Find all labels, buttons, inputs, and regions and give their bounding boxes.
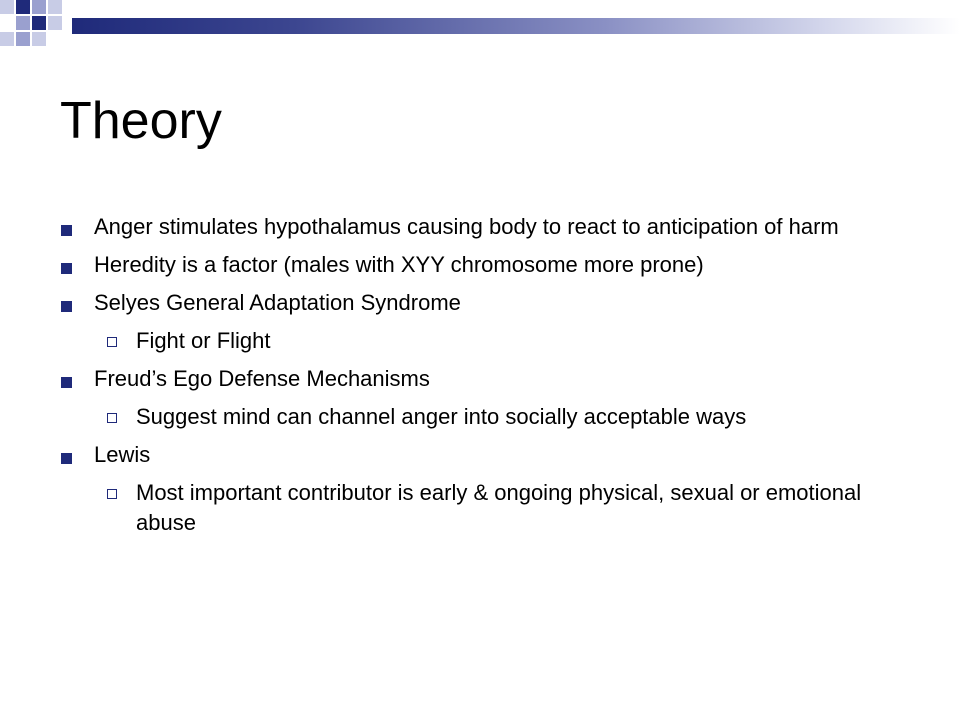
decor-square-icon [16,0,30,14]
bullet-item [58,288,918,318]
bullet-text: Lewis [94,442,151,467]
bullet-text: Selyes General Adaptation Syndrome [94,290,461,315]
sub-bullet-item [58,478,918,538]
filled-square-icon [61,301,72,312]
decor-square-icon [32,0,46,14]
decor-square-icon [48,0,62,14]
bullet-text: Anger stimulates hypothalamus causing body to react to anticipation of harm [94,214,839,239]
filled-square-icon [61,225,72,236]
filled-square-icon [61,263,72,274]
bullet-item [58,250,918,280]
bullet-item [58,212,918,242]
decor-square-icon [0,32,14,46]
bullet-list [58,212,918,546]
hollow-square-icon [107,337,117,347]
sub-bullet-text: Suggest mind can channel anger into socially acceptable ways [136,404,747,429]
header-decoration [0,0,960,60]
decor-square-icon [16,32,30,46]
hollow-square-icon [107,413,117,423]
decor-square-icon [0,0,14,14]
sub-bullet-text: Fight or Flight [136,328,271,353]
decor-square-icon [48,16,62,30]
sub-bullet-item [58,402,918,432]
bullet-item [58,440,918,470]
filled-square-icon [61,453,72,464]
hollow-square-icon [107,489,117,499]
bullet-text: Heredity is a factor (males with XYY chromosome more prone) [94,252,704,277]
bullet-text: Freud’s Ego Defense Mechanisms [94,366,430,391]
decor-square-icon [16,16,30,30]
slide-title: Theory [60,92,222,150]
decor-square-icon [32,32,46,46]
filled-square-icon [61,377,72,388]
sub-bullet-text: Most important contributor is early & ongoing physical, sexual or emotional abuse [136,480,862,535]
header-gradient-bar [72,18,960,34]
decor-square-icon [32,16,46,30]
sub-bullet-item [58,326,918,356]
bullet-item [58,364,918,394]
